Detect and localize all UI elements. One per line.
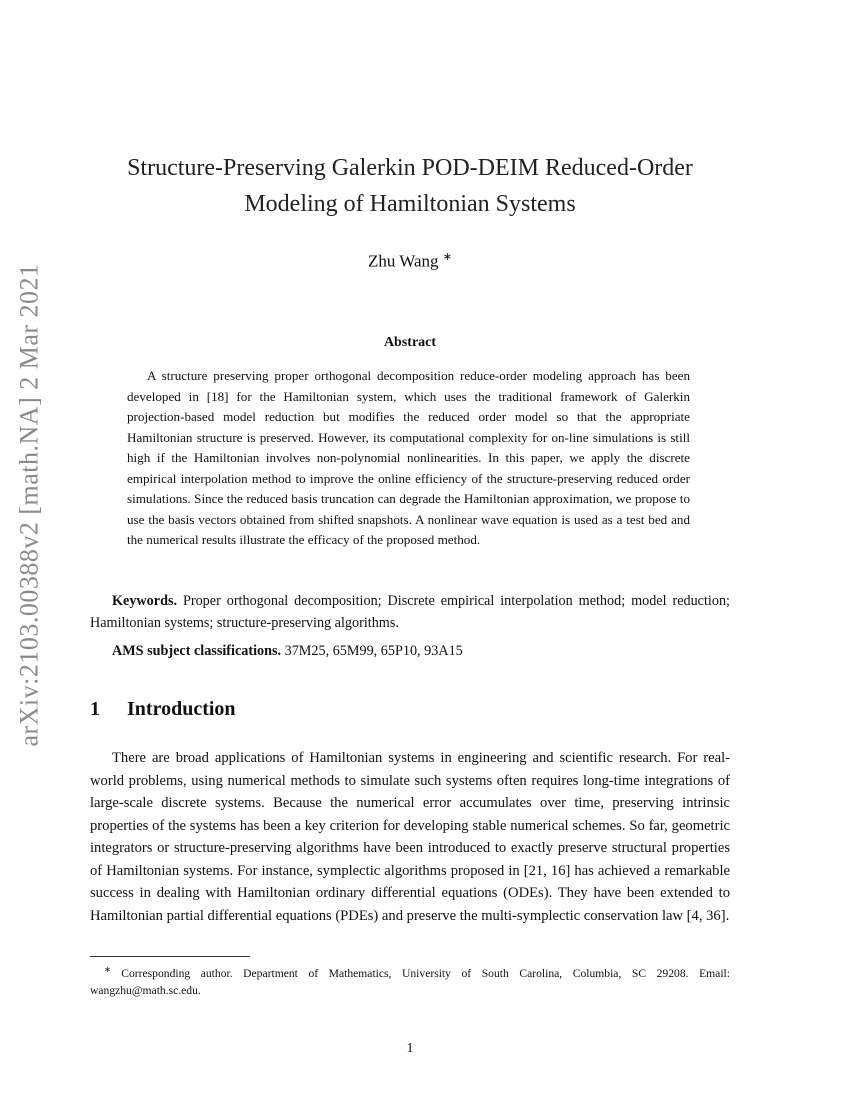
arxiv-id-text: arXiv:2103.00388v2 [math.NA] 2 Mar 2021	[15, 263, 45, 747]
paper-title: Structure-Preserving Galerkin POD-DEIM Reduced-Order Modeling of Hamiltonian Systems	[127, 155, 693, 217]
keywords-paragraph	[90, 590, 730, 634]
author-name: Zhu Wang	[367, 251, 439, 271]
abstract-body: A structure preserving proper orthogonal decomposition reduce-order modeling approach has been developed in [18] for the Hamiltonian system, which uses the traditional framework of Galerkin projection-based model reduction but modifies the reduced order model so that the appropriate Hamiltonian structure is preserved. However, its computational complexity for on-line simulations is still high if the Hamiltonian involves non-polynomial nonlinearities. In this paper, we apply the discrete empirical interpolation method to improve the online efficiency of the structure-preserving reduced order simulations. Since the reduced basis truncation can degrade the Hamiltonian approximation, we propose to use the basis vectors obtained from shifted snapshots. A nonlinear wave equation is used as a test bed and the numerical results illustrate the efficacy of the proposed method.	[127, 368, 690, 547]
author-footnote-mark: ∗	[442, 251, 453, 263]
abstract-heading: Abstract	[383, 335, 437, 350]
keywords-label: Keywords.	[112, 593, 178, 609]
section-title: Introduction	[127, 698, 236, 720]
introduction-paragraph: There are broad applications of Hamiltonian systems in engineering and scientific research. For real-world problems, using numerical methods to simulate such systems often requires long-time integrations of large-scale discrete systems. Because the numerical error accumulates over time, preserving intrinsic properties of the systems has been a key criterion for developing stable numerical schemes. So far, geometric integrators or structure-preserving algorithms have been introduced to exactly preserve structural properties of Hamiltonian systems. For instance, symplectic algorithms proposed in [21, 16] has achieved a remarkable success in dealing with Hamiltonian ordinary differential equations (ODEs). They have been extended to Hamiltonian partial differential equations (PDEs) and preserve the multi-symplectic conservation law [4, 36].	[90, 750, 730, 924]
ams-codes: 37M25, 65M99, 65P10, 93A15	[284, 643, 463, 659]
footnote	[90, 961, 730, 999]
footnote-text: Corresponding author. Department of Mathematics, University of South Carolina, Columbia, SC 29208. Email: wangzhu@math.sc.edu.	[90, 966, 730, 997]
author-line	[90, 250, 730, 272]
arxiv-identifier-stamp	[12, 250, 48, 760]
section-heading	[90, 698, 236, 721]
keywords-text: Proper orthogonal decomposition; Discrete empirical interpolation method; model reduction; Hamiltonian systems; structure-preserving algorithms.	[90, 593, 730, 631]
section-number: 1	[90, 698, 100, 720]
ams-label: AMS subject classifications.	[112, 643, 282, 659]
page-number: 1	[406, 1041, 414, 1056]
ams-classifications	[112, 643, 463, 660]
footnote-divider	[90, 956, 250, 957]
footnote-mark: ∗	[104, 965, 111, 974]
